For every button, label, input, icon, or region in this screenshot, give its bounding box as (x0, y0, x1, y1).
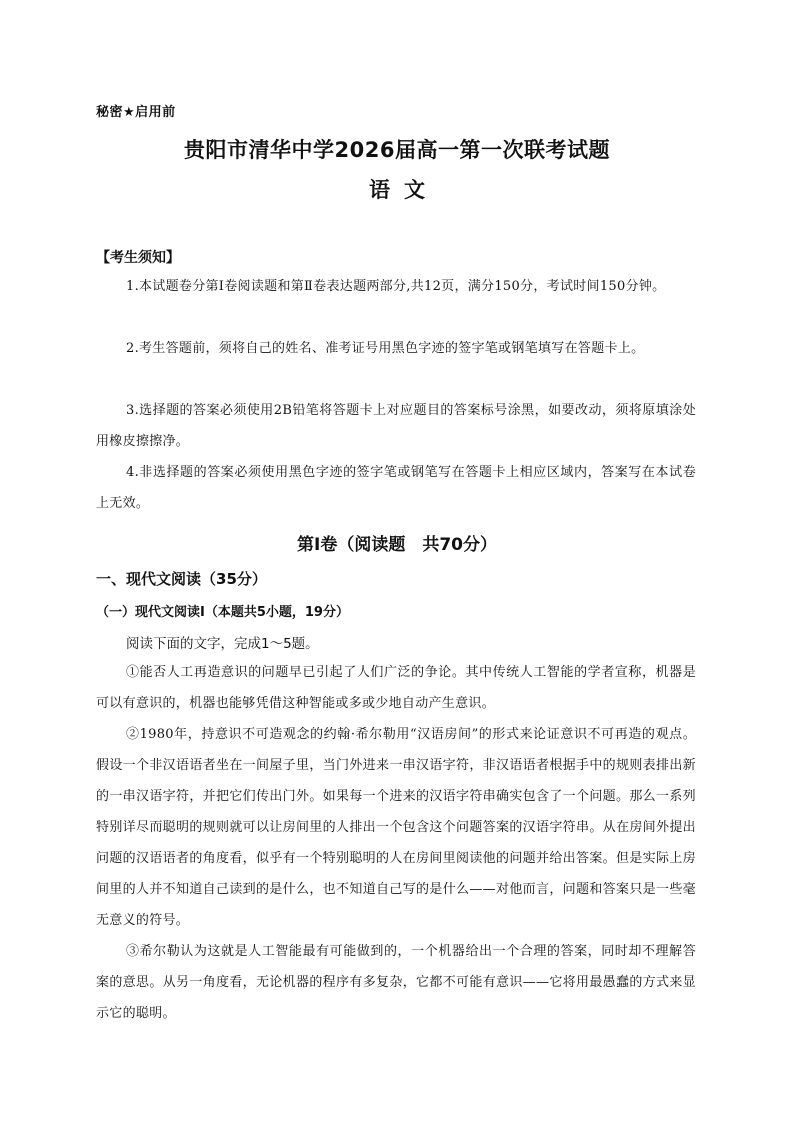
volume-1-title: 第Ⅰ卷（阅读题 共70分） (297, 535, 497, 555)
passage-paragraph-1: ①能否人工再造意识的问题早已引起了人们广泛的争论。其中传统人工智能的学者宣称，机器是可以有意识的，机器也能够凭借这种智能或多或少地自动产生意识。 (96, 665, 696, 711)
secret-label: 秘密★启用前 (96, 105, 176, 120)
exam-title: 贵阳市清华中学2026届高一第一次联考试题 (184, 138, 610, 162)
reading-instruction: 阅读下面的文字，完成1～5题。 (126, 636, 319, 652)
notice-item-3: 3.选择题的答案必须使用2B铅笔将答题卡上对应题目的答案标号涂黑，如要改动，须将原填涂处用橡皮擦擦净。 (96, 403, 696, 449)
section-1a-heading: （一）现代文阅读Ⅰ（本题共5小题，19分） (96, 605, 349, 620)
notice-item-2: 2.考生答题前，须将自己的姓名、准考证号用黑色字迹的签字笔或钢笔填写在答题卡上。 (126, 341, 645, 356)
notice-item-1: 1.本试题卷分第Ⅰ卷阅读题和第Ⅱ卷表达题两部分,共12页，满分150分，考试时间150分钟。 (126, 279, 666, 294)
subject-title: 语文 (369, 178, 439, 202)
notice-item-4: 4.非选择题的答案必须使用黑色字迹的签字笔或钢笔写在答题卡上相应区域内，答案写在本试卷上无效。 (96, 465, 696, 511)
passage-paragraph-3: ③希尔勒认为这就是人工智能最有可能做到的，一个机器给出一个合理的答案，同时却不理解答案的意思。从另一角度看，无论机器的程序有多复杂，它都不可能有意识——它将用最愚蠢的方式来显示它的聪明。 (96, 944, 696, 1021)
notice-heading: 【考生须知】 (96, 250, 180, 266)
passage-paragraph-2: ②1980年，持意识不可造观念的约翰·希尔勒用“汉语房间”的形式来论证意识不可再造的观点。假设一个非汉语语者坐在一间屋子里，当门外进来一串汉语字符，非汉语语者根据手中的规则表排出新的一串汉语字符，并把它们传出门外。如果每一个进来的汉语字符串确实包含了一个问题。那么一系列特别详尽而聪明的规则就可以让房间里的人排出一个包含这个问题答案的汉语字符串。从在房间外提出问题的汉语语者的角度看，似乎有一个特别聪明的人在房间里阅读他的问题并给出答案。但是实际上房间里的人并不知道自己读到的是什么，也不知道自己写的是什么——对他而言，问题和答案只是一些毫无意义的符号。 (96, 727, 696, 928)
section-1-heading: 一、现代文阅读（35分） (96, 570, 267, 588)
